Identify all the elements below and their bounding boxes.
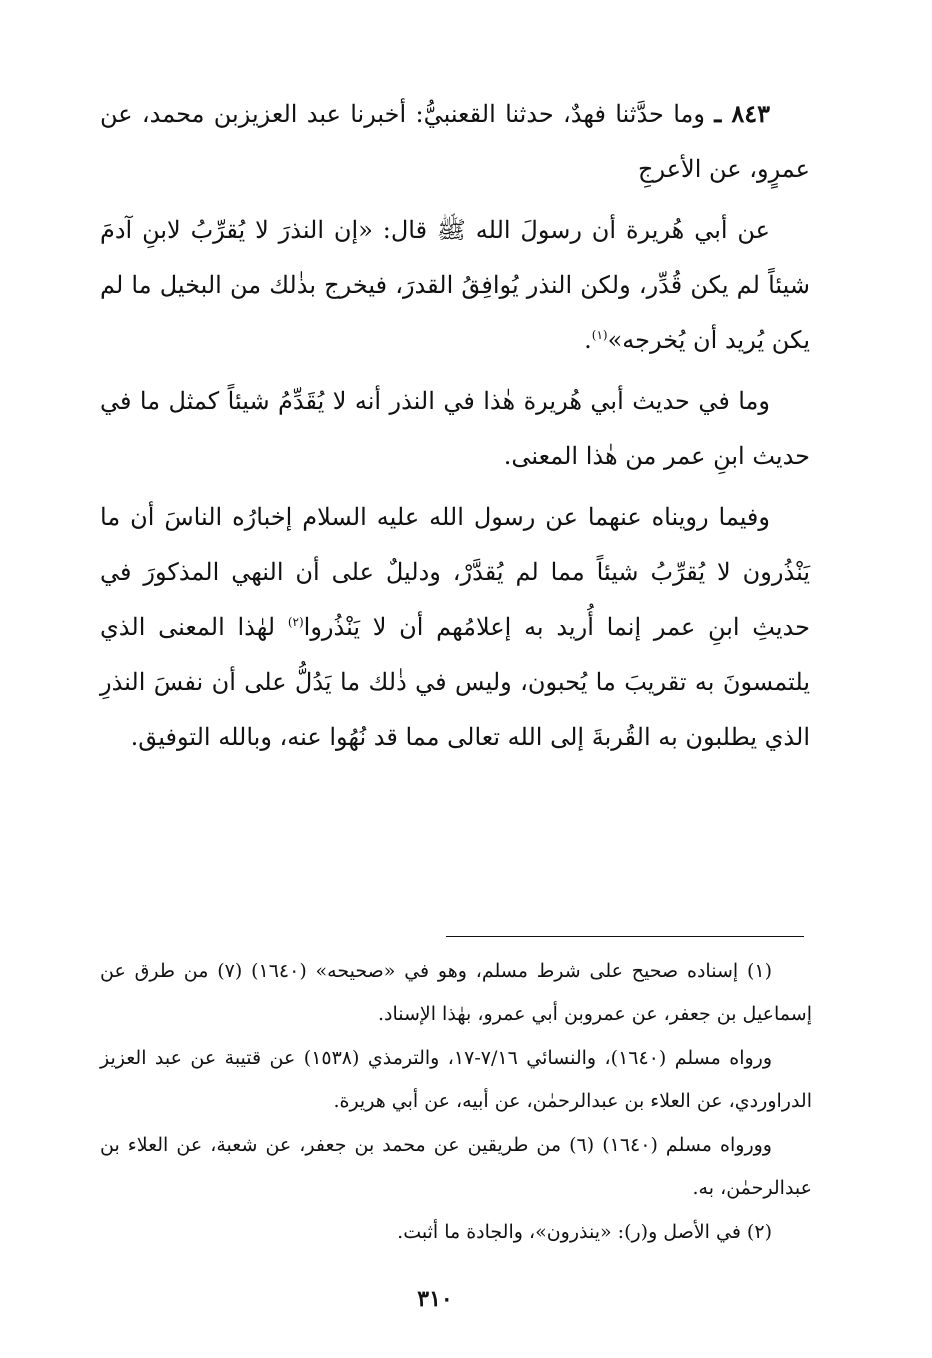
hadith-paragraph	[100, 86, 810, 197]
commentary-text-a: وفيما رويناه عنهما عن رسول الله عليه السلام إخبارُه الناسَ أن ما يَنْذُرون لا يُقرِّبُ شيئاً مما لم يُقدَّرْ، ودليلٌ على أن النهي المذكورَ في حديثِ ابنِ عمر إنما أُريد به إعلامُهم أن لا يَنْذُروا	[100, 503, 810, 641]
matn-end: .	[584, 326, 592, 354]
footnote-ref-1[interactable]: (١)	[591, 328, 608, 342]
commentary-paragraph-2	[100, 490, 810, 765]
isnad-text: وما حدَّثنا فهدٌ، حدثنا القعنبيُّ: أخبرنا عبد العزيزبن محمد، عن عمرٍو، عن الأعرجِ	[100, 100, 810, 183]
hadith-number: ٨٤٣ ـ	[714, 99, 770, 128]
main-text	[100, 86, 810, 771]
footnote-2: (٢) في الأصل و(ر): «ينذرون»، والجادة ما أثبت.	[397, 1221, 772, 1243]
commentary-paragraph-1: وما في حديث أبي هُريرة هٰذا في النذر أنه لا يُقَدِّمُ شيئاً كمثل ما في حديث ابنِ عمر من هٰذا المعنى.	[100, 387, 810, 470]
matn-text: عن أبي هُريرة أن رسولَ الله ﷺ قال: «إن النذرَ لا يُقرِّبُ لابنِ آدمَ شيئاً لم يكن قُدِّر، ولكن النذر يُوافِقُ القدرَ، فيخرج بذٰلك من البخيل ما لم يكن يُريد أن يُخرجه»	[100, 216, 810, 354]
commentary-text-b: لهٰذا المعنى الذي يلتمسونَ به تقريبَ ما يُحبون، وليس في ذٰلك ما يَدُلُّ على أن نفسَ النذرِ الذي يطلبون به القُربةَ إلى الله تعالى مما قد نُهُوا عنه، وبالله التوفيق.	[100, 613, 810, 751]
footnote-1-continued: ورواه مسلم (١٦٤٠)، والنسائي ٧/١٦-١٧، والترمذي (١٥٣٨) عن قتيبة عن عبد العزيز الدراوردي، عن العلاء بن عبدالرحمٰن، عن أبيه، عن أبي هريرة.	[100, 1047, 812, 1112]
page-number: ٣١٠	[417, 1286, 453, 1312]
footnotes	[100, 950, 812, 1255]
footnote-divider	[446, 936, 804, 937]
footnote-1-continued-2: وورواه مسلم (١٦٤٠) (٦) من طريقين عن محمد بن جعفر، عن شعبة، عن العلاء بن عبدالرحمٰن، به.	[100, 1134, 812, 1199]
matn-paragraph	[100, 203, 810, 368]
footnote-ref-2[interactable]: (٢)	[287, 615, 304, 629]
footnote-1: (١) إسناده صحيح على شرط مسلم، وهو في «صحيحه» (١٦٤٠) (٧) من طرق عن إسماعيل بن جعفر، عن عمروبن أبي عمرو، بهٰذا الإسناد.	[100, 960, 812, 1025]
